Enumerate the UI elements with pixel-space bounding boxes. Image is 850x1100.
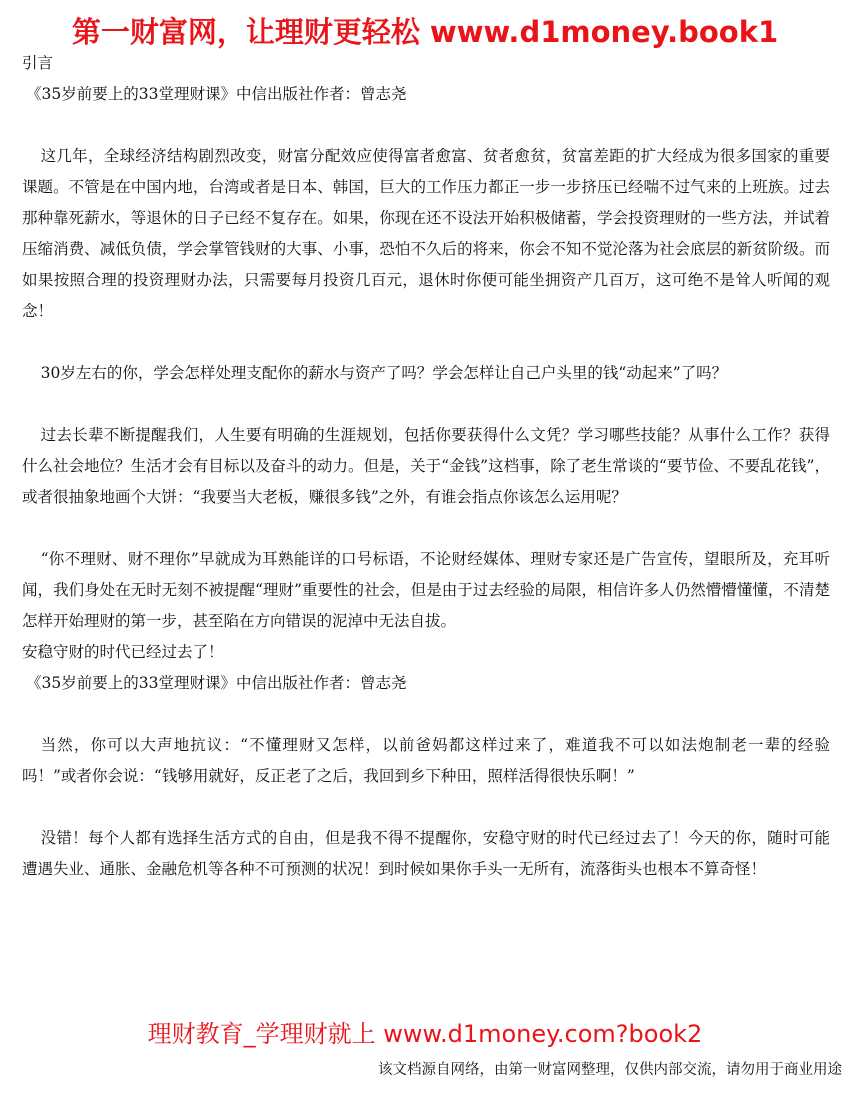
document-body [22,48,830,885]
section-title-era: 安稳守财的时代已经过去了！ [22,643,224,661]
paragraph: 过去长辈不断提醒我们，人生要有明确的生涯规划，包括你要获得什么文凭？学习哪些技能？从事什么工作？获得什么社会地位？生活才会有目标以及奋斗的动力。但是，关于“金钱”这档事，除了老生常谈的“要节俭、不要乱花钱”，或者很抽象地画个大饼：“我要当大老板，赚很多钱”之外，有谁会指点你该怎么运用呢？ [22,426,830,506]
book-source: 《35岁前要上的33堂理财课》中信出版社作者：曾志尧 [26,674,407,692]
paragraph: 30岁左右的你，学会怎样处理支配你的薪水与资产了吗？学会怎样让自己户头里的钱“动起来”了吗？ [40,364,728,382]
footer-note: 该文档源自网络，由第一财富网整理，仅供内部交流，请勿用于商业用途 [378,1062,842,1078]
blank-line [22,699,830,730]
blank-line [22,389,830,420]
blank-line [22,792,830,823]
top-banner: 第一财富网，让理财更轻松 www.d1money.book1 [71,15,779,49]
section-title-intro: 引言 [22,54,54,72]
paragraph: 没错！每个人都有选择生活方式的自由，但是我不得不提醒你，安稳守财的时代已经过去了！今天的你，随时可能遭遇失业、通胀、金融危机等各种不可预测的状况！到时候如果你手头一无所有，流落街头也根本不算奇怪！ [22,829,830,878]
bottom-banner-link[interactable]: 理财教育_学理财就上 www.d1money.com?book2 [147,1020,703,1048]
book-source: 《35岁前要上的33堂理财课》中信出版社作者：曾志尧 [26,85,407,103]
paragraph: 当然，你可以大声地抗议：“不懂理财又怎样，以前爸妈都这样过来了，难道我不可以如法炮制老一辈的经验吗！”或者你会说：“钱够用就好，反正老了之后，我回到乡下种田，照样活得很快乐啊！” [22,736,830,785]
paragraph: “你不理财、财不理你”早就成为耳熟能详的口号标语，不论财经媒体、理财专家还是广告宣传，望眼所及，充耳听闻，我们身处在无时无刻不被提醒“理财”重要性的社会，但是由于过去经验的局限，相信许多人仍然懵懵懂懂，不清楚怎样开始理财的第一步，甚至陷在方向错误的泥淖中无法自拔。 [22,550,830,630]
blank-line [22,513,830,544]
paragraph: 这几年，全球经济结构剧烈改变，财富分配效应使得富者愈富、贫者愈贫，贫富差距的扩大经成为很多国家的重要课题。不管是在中国内地，台湾或者是日本、韩国，巨大的工作压力都正一步一步挤压已经喘不过气来的上班族。过去那种靠死薪水，等退休的日子已经不复存在。如果，你现在还不设法开始积极储蓄，学会投资理财的一些方法，并试着压缩消费、减低负债，学会掌管钱财的大事、小事，恐怕不久后的将来，你会不知不觉沦落为社会底层的新贫阶级。而如果按照合理的投资理财办法，只需要每月投资几百元，退休时你便可能坐拥资产几百万，这可绝不是耸人听闻的观念！ [22,147,830,320]
blank-line [22,327,830,358]
blank-line [22,110,830,141]
